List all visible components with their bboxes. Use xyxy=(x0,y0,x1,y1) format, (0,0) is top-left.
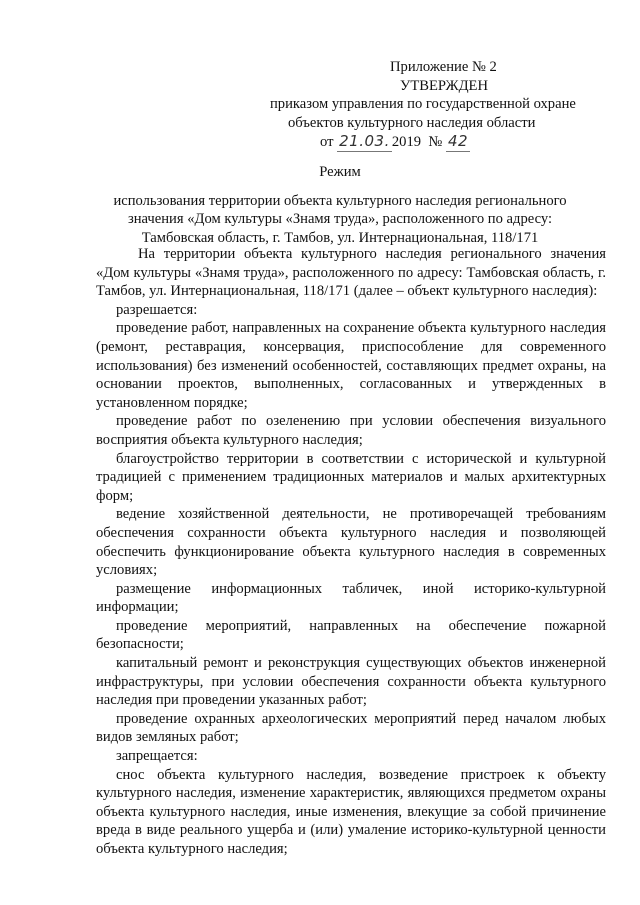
document-body xyxy=(96,245,606,859)
allowed-item: проведение мероприятий, направленных на обеспечение пожарной безопасности; xyxy=(96,617,606,653)
approved-label: УТВЕРЖДЕН xyxy=(400,77,488,94)
allowed-item: проведение работ, направленных на сохранение объекта культурного наследия (ремонт, реставрация, консервация, приспособление для современного использования) без изменений особенностей, составляющих предмет охраны, на основании проектов, выполненных, согласованных и утвержденных в установленном порядке; xyxy=(96,320,606,411)
allowed-item: проведение охранных археологических мероприятий перед началом любых видов земляных работ; xyxy=(96,710,606,746)
allowed-item: проведение работ по озеленению при условии обеспечения визуального восприятия объекта культурного наследия; xyxy=(96,413,606,448)
order-date-line xyxy=(250,132,620,152)
allowed-item: размещение информационных табличек, иной историко-культурной информации; xyxy=(96,580,606,616)
allowed-item: благоустройство территории в соответствии с исторической и культурной традицией с применением традиционных материалов и малых архитектурных форм; xyxy=(96,450,606,504)
intro-paragraph: На территории объекта культурного наследия регионального значения «Дом культуры «Знамя труда», расположенного по адресу: Тамбовская область, г. Тамбов, ул. Интернациональная, 118/171 (далее – объект культурного наследия): xyxy=(96,246,606,300)
forbidden-label: запрещается: xyxy=(116,748,198,765)
document-title xyxy=(60,163,620,247)
title-heading: Режим xyxy=(319,164,361,180)
handwritten-date: 21.03. xyxy=(339,132,390,151)
title-line-2: значения «Дом культуры «Знамя труда», расположенного по адресу: xyxy=(127,211,553,228)
appendix-label: Приложение № 2 xyxy=(390,59,497,75)
number-prefix: № xyxy=(428,134,443,151)
allowed-item: капитальный ремонт и реконструкция существующих объектов инженерной инфраструктуры, при условии обеспечения сохранности объекта культурного наследия при проведении указанных работ; xyxy=(96,655,606,709)
allowed-item: ведение хозяйственной деятельности, не противоречащей требованиям обеспечения сохранности объекта культурного наследия и позволяющей обеспечить функционирование объекта культурного наследия в современных условиях; xyxy=(96,506,606,579)
allowed-label: разрешается: xyxy=(116,301,198,318)
title-line-3: Тамбовская область, г. Тамбов, ул. Интернациональная, 118/171 xyxy=(141,229,539,246)
title-line-1: использования территории объекта культурного наследия регионального xyxy=(113,192,567,209)
date-year: 2019 xyxy=(391,134,422,151)
order-line-2: объектов культурного наследия области xyxy=(288,114,536,131)
handwritten-number: 42 xyxy=(447,132,469,151)
approval-block xyxy=(250,58,620,152)
order-line-1: приказом управления по государственной охране xyxy=(270,96,576,113)
forbidden-item: снос объекта культурного наследия, возведение пристроек к объекту культурного наследия, изменение характеристик, являющихся предметом охраны объекта культурного наследия, иные изменения, влекущие за собой причинение вреда в виде реального ущерба и (или) умаление историко-культурной ценности объекта культурного наследия; xyxy=(96,766,606,857)
date-prefix: от xyxy=(320,134,334,151)
